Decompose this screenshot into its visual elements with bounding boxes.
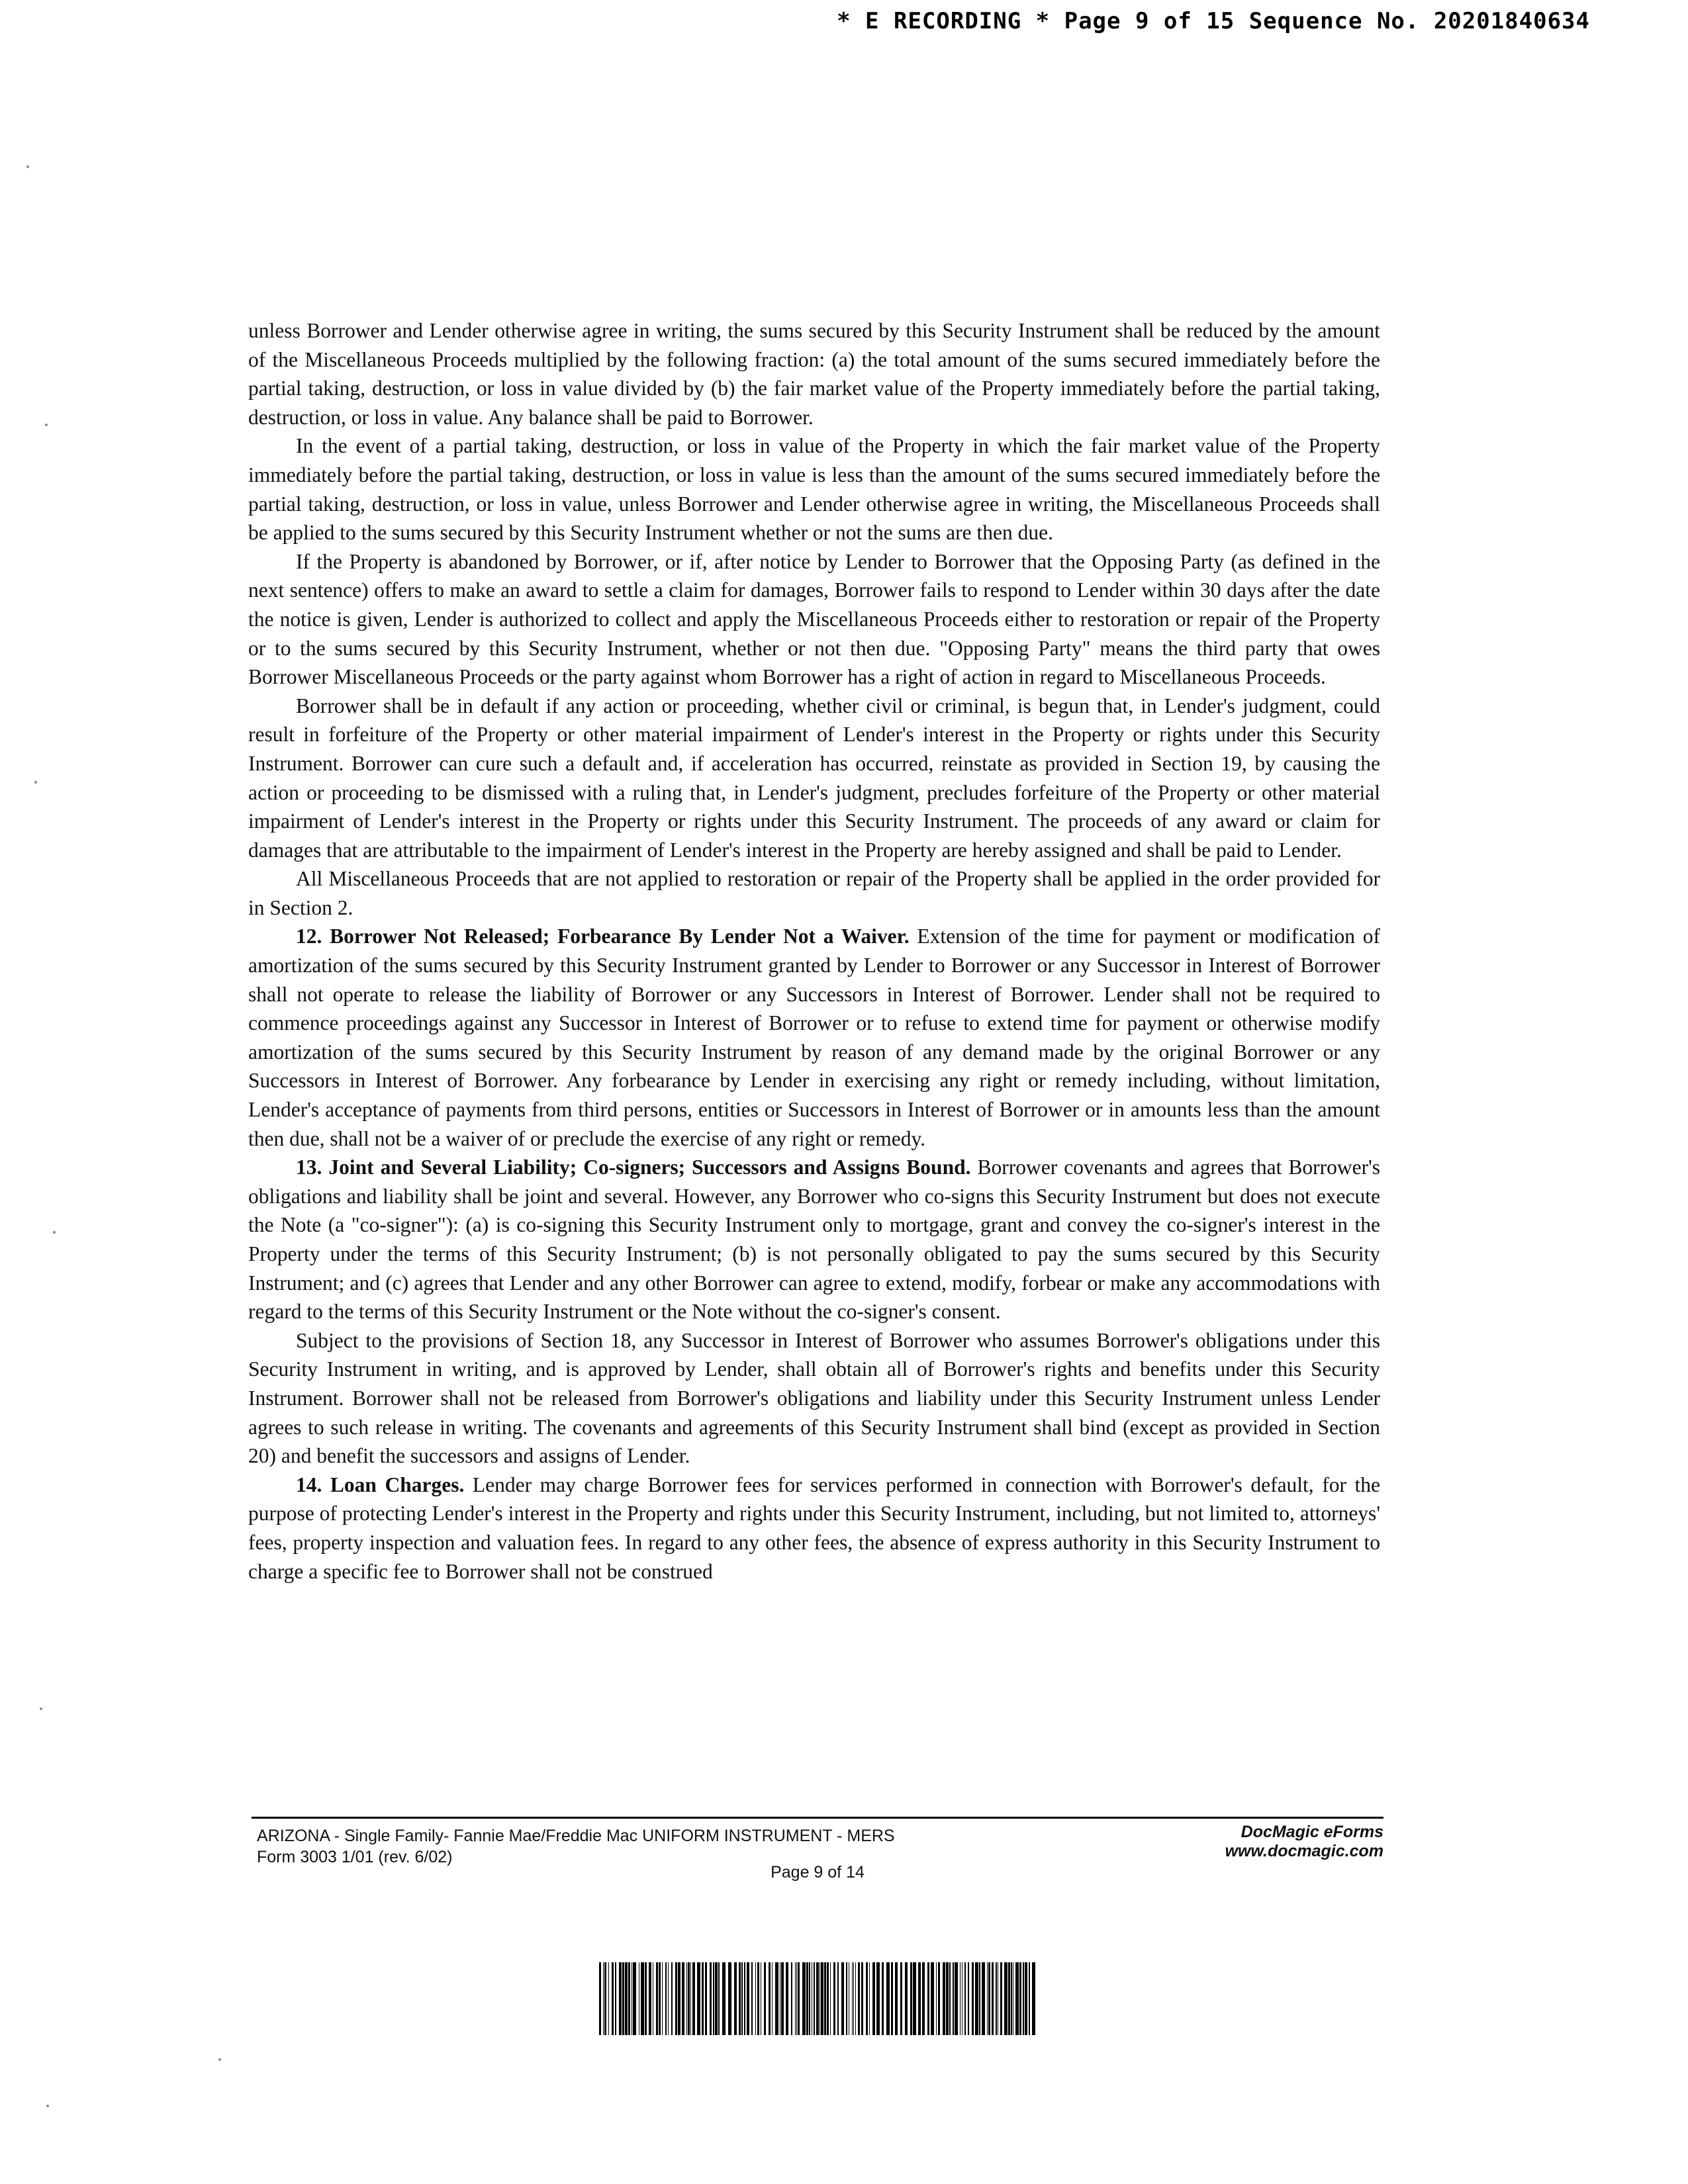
barcode-bar [728, 1962, 731, 2035]
barcode-bar [806, 1962, 808, 2035]
scan-speck [40, 1707, 42, 1710]
barcode-bar [814, 1962, 815, 2035]
barcode-bar [1004, 1962, 1008, 2035]
barcode-bar [665, 1962, 667, 2035]
paragraph [248, 864, 1380, 922]
barcode-bar [953, 1962, 954, 2035]
barcode-bar [649, 1962, 651, 2035]
barcode-bar [821, 1962, 823, 2035]
paragraph-text: If the Property is abandoned by Borrower, or if, after notice by Lender to Borrower that the Opposing Party (as defined in the next sentence) offers to make an award to settle a claim for damages, Borrower fails to respond to Lender within 30 days after the date the notice is given, Lender is authorized to collect and apply the Miscellaneous Proceeds either to restoration or repair of the Property or to the sums secured by this Security Instrument, whether or not then due. "Opposing Party" means the third party that owes Borrower Miscellaneous Proceeds or the party against whom Borrower has a right of action in regard to Miscellaneous Proceeds. [248, 549, 1380, 689]
barcode-bar [891, 1962, 893, 2035]
barcode-bar [833, 1962, 835, 2035]
barcode-bar [791, 1962, 792, 2035]
paragraph-text: Lender may charge Borrower fees for services performed in connection with Borrower's default, for the purpose of protecting Lender's interest in the Property and rights under this Security Instrument, including, but not limited to, attorneys' fees, property inspection and valuation fees. In regard to any other fees, the absence of express authority in this Security Instrument to charge a specific fee to Borrower shall not be construed [248, 1473, 1380, 1583]
barcode-bar [872, 1962, 875, 2035]
barcode-bar [869, 1962, 870, 2035]
barcode-bar [645, 1962, 647, 2035]
scan-speck [45, 424, 48, 426]
barcode-bar [796, 1962, 797, 2035]
form-identifier [257, 1825, 1104, 1868]
barcode-bar [988, 1962, 990, 2035]
paragraph [248, 1326, 1380, 1471]
barcode-bar [659, 1962, 661, 2035]
barcode-bar [955, 1962, 958, 2035]
barcode-bar [852, 1962, 853, 2035]
barcode-bar [827, 1962, 829, 2035]
paragraph-text: In the event of a partial taking, destruction, or loss in value of the Property in which the fair market value of the Property immediately before the partial taking, destruction, or loss in value is less than the amount of the sums secured immediately before the partial taking, destruction, or loss in value, unless Borrower and Lender otherwise agree in writing, the Miscellaneous Proceeds shall be applied to the sums secured by this Security Instrument whether or not the sums are then due. [248, 434, 1380, 545]
scan-speck [53, 1231, 56, 1234]
barcode-bar [846, 1962, 847, 2035]
paragraph-text: Borrower shall be in default if any action or proceeding, whether civil or criminal, is begun that, in Lender's judgment, could result in forfeiture of the Property or other material impairment of Lender's interest in the Property or rights under this Security Instrument. Borrower can cure such a default and, if acceleration has occurred, reinstate as provided in Section 19, by causing the action or proceeding to be dismissed with a ruling that, in Lender's judgment, precludes forfeiture of the Property or other material impairment of Lender's interest in the Property or rights under this Security Instrument. The proceeds of any award or claim for damages that are attributable to the impairment of Lender's interest in the Property are hereby assigned and shall be paid to Lender. [248, 694, 1380, 862]
barcode-bar [918, 1962, 921, 2035]
section-12 [248, 922, 1380, 1153]
barcode-bar [922, 1962, 925, 2035]
barcode-bar [809, 1962, 810, 2035]
barcode-bar [1000, 1962, 1002, 2035]
barcode-bar [668, 1962, 669, 2035]
scan-speck [218, 2058, 221, 2061]
barcode-bar [830, 1962, 831, 2035]
scan-speck [26, 165, 29, 168]
barcode-bar [718, 1962, 720, 2035]
barcode-bar [837, 1962, 839, 2035]
paragraph [248, 432, 1380, 547]
barcode-bar [975, 1962, 978, 2035]
barcode-bar [633, 1962, 636, 2035]
barcode-bar [751, 1962, 753, 2035]
barcode-bar [682, 1962, 684, 2035]
barcode-bar [936, 1962, 937, 2035]
barcode-bar [741, 1962, 743, 2035]
barcode-bar [671, 1962, 673, 2035]
barcode-bar [781, 1962, 784, 2035]
barcode-bar [608, 1962, 609, 2035]
form-number: Form 3003 1/01 (rev. 6/02) [257, 1848, 453, 1866]
paragraph [248, 316, 1380, 432]
barcode-bar [949, 1962, 951, 2035]
barcode-bar [900, 1962, 902, 2035]
barcode-bar [996, 1962, 997, 2035]
barcode-bar [710, 1962, 712, 2035]
barcode-bar [612, 1962, 614, 2035]
barcode-bar [927, 1962, 929, 2035]
barcode-bar [931, 1962, 934, 2035]
barcode-bar [622, 1962, 624, 2035]
barcode-bar [882, 1962, 884, 2035]
barcode-bar [686, 1962, 687, 2035]
barcode-bar [688, 1962, 690, 2035]
barcode-bar [866, 1962, 868, 2035]
barcode-bar [972, 1962, 974, 2035]
barcode-bar [1023, 1962, 1024, 2035]
barcode-bar [982, 1962, 985, 2035]
barcode-bar [824, 1962, 826, 2035]
barcode-bar [755, 1962, 756, 2035]
barcode-bar [886, 1962, 890, 2035]
barcode-bar [853, 1962, 854, 2035]
barcode-bar [855, 1962, 856, 2035]
barcode-bar [968, 1962, 969, 2035]
section-heading: 12. Borrower Not Released; Forbearance By Lender Not a Waiver. [296, 925, 910, 948]
paragraph-text: All Miscellaneous Proceeds that are not applied to restoration or repair of the Property shall be applied in the order provided for in Section 2. [248, 867, 1380, 919]
barcode-bar [615, 1962, 616, 2035]
barcode-bar [764, 1962, 766, 2035]
barcode-bar [656, 1962, 658, 2035]
barcode-bar [603, 1962, 604, 2035]
barcode-bar [910, 1962, 912, 2035]
barcode-bar [979, 1962, 980, 2035]
barcode-bar [769, 1962, 771, 2035]
barcode-bar [938, 1962, 940, 2035]
footer-divider [252, 1817, 1383, 1819]
barcode-bar [705, 1962, 707, 2035]
barcode-bar [747, 1962, 749, 2035]
barcode-bar [775, 1962, 778, 2035]
barcode-bar [960, 1962, 961, 2035]
barcode-bar [1015, 1962, 1019, 2035]
barcode-bar [675, 1962, 677, 2035]
paragraph-text: unless Borrower and Lender otherwise agree in writing, the sums secured by this Security Instrument shall be reduced by the amount of the Miscellaneous Proceeds multiplied by the following fraction: (a) the total amount of the sums secured immediately before the partial taking, destruction, or loss in value divided by (b) the fair market value of the Property immediately before the partial taking, destruction, or loss in value. Any balance shall be paid to Borrower. [248, 319, 1380, 429]
page-number: Page 9 of 14 [771, 1863, 865, 1882]
barcode-bar [841, 1962, 844, 2035]
barcode-bar [795, 1962, 796, 2035]
scan-speck [34, 781, 37, 784]
barcode-bar [599, 1962, 601, 2035]
barcode-bar [1011, 1962, 1012, 2035]
barcode-bar [678, 1962, 680, 2035]
barcode-bar [802, 1962, 806, 2035]
form-title: ARIZONA - Single Family- Fannie Mae/Freddie Mac UNIFORM INSTRUMENT - MERS [257, 1827, 895, 1845]
section-heading: 14. Loan Charges. [296, 1473, 465, 1496]
paragraph [248, 547, 1380, 692]
section-13 [248, 1153, 1380, 1326]
paragraph-text: Subject to the provisions of Section 18, any Successor in Interest of Borrower who assumes Borrower's obligations under this Security Instrument in writing, and is approved by Lender, shall obtain all of Borrower's rights and benefits under this Security Instrument. Borrower shall not be released from Borrower's obligations and liability under this Security Instrument unless Lender agrees to such release in writing. The covenants and agreements of this Security Instrument shall bind (except as provided in Section 20) and benefit the successors and assigns of Lender. [248, 1328, 1380, 1468]
barcode-bar [964, 1962, 966, 2035]
barcode-bar [641, 1962, 644, 2035]
barcode-bar [861, 1962, 863, 2035]
barcode-bar [1019, 1962, 1021, 2035]
barcode-bar [734, 1962, 737, 2035]
barcode-bar [1032, 1962, 1035, 2035]
barcode-bar [702, 1962, 704, 2035]
paragraph [248, 692, 1380, 865]
barcode-bar [744, 1962, 745, 2035]
recording-header: * E RECORDING * Page 9 of 15 Sequence No. 20201840634 [837, 8, 1590, 34]
brand-url: www.docmagic.com [1225, 1842, 1383, 1860]
brand-name: DocMagic eForms [1241, 1823, 1383, 1841]
scan-speck [46, 2105, 49, 2107]
barcode-bar [722, 1962, 726, 2035]
barcode-bar [798, 1962, 800, 2035]
barcode-bar [895, 1962, 898, 2035]
barcode-bar [715, 1962, 718, 2035]
barcode-bar [690, 1962, 691, 2035]
barcode-bar [662, 1962, 663, 2035]
barcode-bar [943, 1962, 945, 2035]
barcode-bar [1008, 1962, 1010, 2035]
paragraph-text: Borrower covenants and agrees that Borrower's obligations and liability shall be joint and several. However, any Borrower who co-signs this Security Instrument but does not execute the Note (a "co-signer"): (a) is co-signing this Security Instrument only to mortgage, grant and convey the co-signer's interest in the Property under the terms of this Security Instrument; (b) is not personally obligated to pay the sums secured by this Security Instrument; and (c) agrees that Lender and any other Borrower can agree to extend, modify, forbear or make any accommodations with regard to the terms of this Security Instrument or the Note without the co-signer's consent. [248, 1156, 1380, 1324]
barcode-bar [772, 1962, 773, 2035]
barcode-bar [816, 1962, 819, 2035]
barcode-bar [858, 1962, 860, 2035]
barcode-bar [876, 1962, 880, 2035]
barcode-bar [739, 1962, 741, 2035]
barcode-bar [604, 1962, 606, 2035]
barcode-bar [697, 1962, 700, 2035]
barcode-bar [757, 1962, 759, 2035]
barcode-bar [628, 1962, 630, 2035]
paragraph-text: Extension of the time for payment or modification of amortization of the sums secured by this Security Instrument granted by Lender to Borrower or any Successor in Interest of Borrower shall not operate to release the liability of Borrower or any Successors in Interest of Borrower. Lender shall not be required to commence proceedings against any Successor in Interest of Borrower or to refuse to extend time for payment or otherwise modify amortization of the sums secured by this Security Instrument by reason of any demand made by the original Borrower or any Successors in Interest of Borrower. Any forbearance by Lender in exercising any right or remedy including, without limitation, Lender's acceptance of payments from third persons, entities or Successors in Interest of Borrower or in amounts less than the amount then due, shall not be a waiver of or preclude the exercise of any right or remedy. [248, 925, 1380, 1150]
barcode-bar [992, 1962, 994, 2035]
barcode-bar [625, 1962, 628, 2035]
barcode-bar [987, 1962, 988, 2035]
docmagic-brand [1105, 1823, 1383, 1861]
barcode-bar [786, 1962, 788, 2035]
barcode-bar [946, 1962, 949, 2035]
document-body [248, 316, 1380, 1586]
barcode-bar [692, 1962, 695, 2035]
barcode-bar [1025, 1962, 1027, 2035]
section-heading: 13. Joint and Several Liability; Co-signers; Successors and Assigns Bound. [296, 1156, 971, 1179]
barcode-bar [913, 1962, 916, 2035]
barcode-icon [599, 1962, 1036, 2035]
barcode-bar [905, 1962, 908, 2035]
barcode-bar [713, 1962, 714, 2035]
barcode-bar [619, 1962, 622, 2035]
barcode-bar [1029, 1962, 1030, 2035]
section-14 [248, 1471, 1380, 1586]
